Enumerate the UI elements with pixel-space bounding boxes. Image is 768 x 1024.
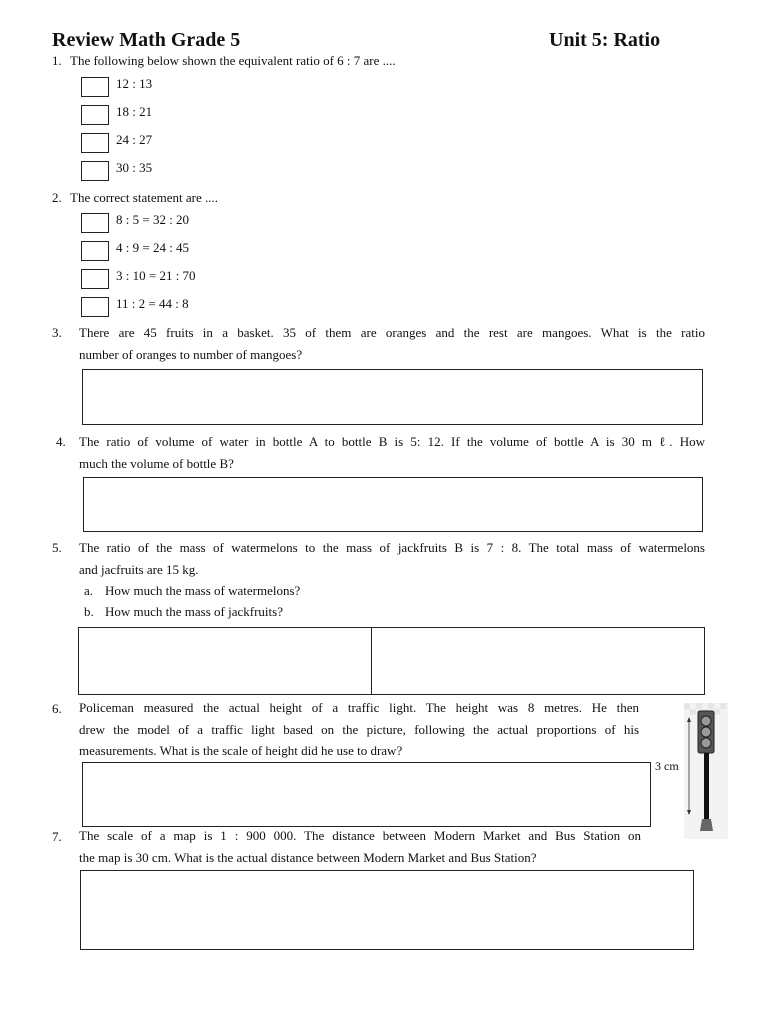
q4-text-line2: much the volume of bottle B?	[79, 456, 234, 471]
q1-option-1-label: 12 : 13	[116, 76, 153, 91]
q7-answer-box[interactable]	[80, 870, 694, 950]
unit-title: Unit 5: Ratio	[549, 29, 661, 51]
q6-answer-box[interactable]	[82, 762, 651, 827]
q5-text-line2: and jacfruits are 15 kg.	[79, 562, 199, 577]
q6-text-line2: drew the model of a traffic light based on the picture, following the actual proportions of his	[79, 722, 639, 737]
q2-option-2-checkbox[interactable]	[81, 241, 109, 261]
q2-option-3-checkbox[interactable]	[81, 269, 109, 289]
q2-option-2-label: 4 : 9 = 24 : 45	[116, 240, 190, 255]
q1-option-2-label: 18 : 21	[116, 104, 153, 119]
q5-part-b-label: b.	[84, 604, 94, 619]
q5-part-b-text: How much the mass of jackfruits?	[105, 604, 283, 619]
q2-option-3-label: 3 : 10 = 21 : 70	[116, 268, 196, 283]
q1-option-4-label: 30 : 35	[116, 160, 153, 175]
q6-text-line3: measurements. What is the scale of height did he use to draw?	[79, 743, 403, 758]
q1-option-4-checkbox[interactable]	[81, 161, 109, 181]
q1-option-1-checkbox[interactable]	[81, 77, 109, 97]
q5-answer-box-a[interactable]	[78, 627, 373, 695]
traffic-light-height-label: 3 cm	[655, 759, 679, 773]
q2-option-4-checkbox[interactable]	[81, 297, 109, 317]
q4-text-line1: The ratio of volume of water in bottle A to bottle B is 5: 12. If the volume of bottle A is 30 m ℓ. How	[79, 434, 705, 449]
q6-text-line1: Policeman measured the actual height of a traffic light. The height was 8 metres. He then	[79, 700, 639, 715]
q1-text: The following below shown the equivalent ratio of 6 : 7 are ....	[70, 53, 396, 68]
q3-answer-box[interactable]	[82, 369, 703, 425]
q1-number: 1.	[52, 53, 62, 68]
q6-number: 6.	[52, 701, 62, 716]
q3-text-line1: There are 45 fruits in a basket. 35 of them are oranges and the rest are mangoes. What is the ratio	[79, 325, 705, 340]
q2-option-1-checkbox[interactable]	[81, 213, 109, 233]
q5-part-a-label: a.	[84, 583, 94, 598]
q5-answer-box-b[interactable]	[371, 627, 705, 695]
q4-answer-box[interactable]	[83, 477, 703, 532]
q2-option-4-label: 11 : 2 = 44 : 8	[116, 296, 189, 311]
q4-number: 4.	[56, 434, 66, 449]
q7-number: 7.	[52, 829, 62, 844]
q2-number: 2.	[52, 190, 62, 205]
q7-text-line1: The scale of a map is 1 : 900 000. The distance between Modern Market and Bus Station on	[79, 828, 641, 843]
traffic-light-image	[684, 703, 728, 839]
q1-option-3-label: 24 : 27	[116, 132, 153, 147]
q1-option-2-checkbox[interactable]	[81, 105, 109, 125]
q2-text: The correct statement are ....	[70, 190, 218, 205]
q5-number: 5.	[52, 540, 62, 555]
q7-text-line2: the map is 30 cm. What is the actual distance between Modern Market and Bus Station?	[79, 850, 537, 865]
q1-option-3-checkbox[interactable]	[81, 133, 109, 153]
q2-option-1-label: 8 : 5 = 32 : 20	[116, 212, 190, 227]
worksheet-title: Review Math Grade 5	[52, 29, 241, 51]
q5-text-line1: The ratio of the mass of watermelons to the mass of jackfruits B is 7 : 8. The total mass of watermelons	[79, 540, 705, 555]
q3-number: 3.	[52, 325, 62, 340]
q3-text-line2: number of oranges to number of mangoes?	[79, 347, 303, 362]
q5-part-a-text: How much the mass of watermelons?	[105, 583, 301, 598]
